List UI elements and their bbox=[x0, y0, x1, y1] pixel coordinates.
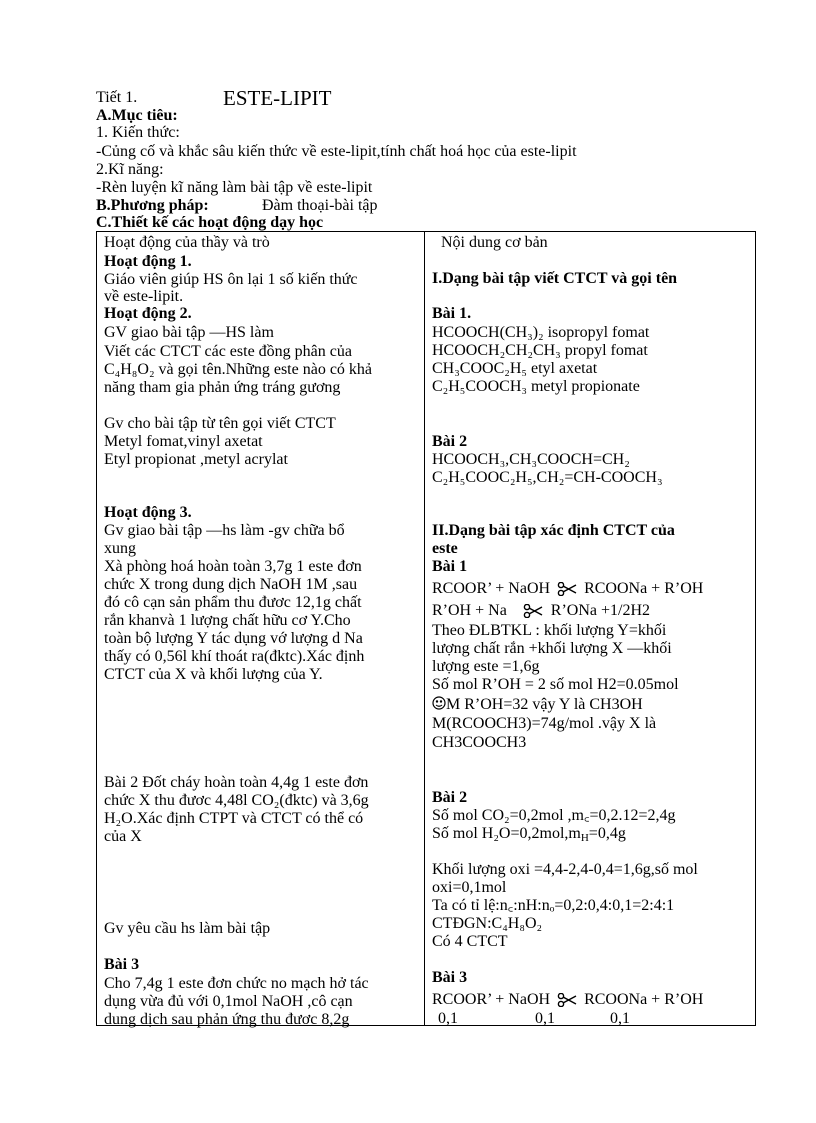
symbol-icon bbox=[432, 696, 446, 710]
equation-3-right: RCOONa + R’OH bbox=[584, 991, 704, 1008]
lesson-number: Tiết 1. bbox=[96, 89, 138, 106]
activity-3-text: CTCT của X và khối lượng của Y. bbox=[104, 666, 323, 683]
page-title: ESTE-LIPIT bbox=[223, 86, 332, 110]
activity-3-text: Gv giao bài tập —hs làm -gv chữa bổ bbox=[104, 522, 345, 539]
exercise-3-text: Cho 7,4g 1 este đơn chức no mạch hở tác bbox=[104, 975, 369, 992]
exercise-2-text: H₂O.Xác định CTPT và CTCT có thể có bbox=[104, 810, 364, 827]
equation-value: 0,1 bbox=[438, 1010, 458, 1027]
activity-1-text: về este-lipit. bbox=[104, 288, 184, 305]
exercise-2-text: của X bbox=[104, 828, 142, 845]
activity-2-text: Metyl fomat,vinyl axetat bbox=[104, 433, 263, 450]
exercise-3-title: Bài 3 bbox=[432, 969, 468, 986]
activity-3-text: Xà phòng hoá hoàn toàn 3,7g 1 este đơn bbox=[104, 558, 362, 575]
activity-1-title: Hoạt động 1. bbox=[104, 253, 192, 270]
answer-line: CH₃COOC₂H₅ etyl axetat bbox=[432, 360, 598, 377]
exercise-2-title: Bài 2 bbox=[432, 433, 468, 450]
solution-line: Theo ĐLBTKL : khối lượng Y=khối bbox=[432, 622, 667, 639]
solution-text: M R’OH=32 vậy Y là CH3OH bbox=[446, 696, 643, 713]
equation-1 bbox=[432, 581, 703, 597]
solution-line bbox=[432, 696, 643, 713]
activity-3-title: Hoạt động 3. bbox=[104, 504, 192, 521]
activity-3-text: đó cô cạn sản phẩm thu đươc 12,1g chất bbox=[104, 594, 362, 611]
exercise-3-text: dung dịch sau phản ứng thu đươc 8,2g bbox=[104, 1011, 350, 1028]
scissors-icon bbox=[523, 604, 543, 618]
knowledge-heading: 1. Kiến thức: bbox=[96, 124, 180, 141]
equation-2-left: R’OH + Na bbox=[432, 602, 507, 619]
solution-text: =0,4g bbox=[588, 825, 626, 842]
solution-line: lượng chất rắn +khối lượng X —khối bbox=[432, 640, 672, 657]
exercise-2-text: chức X thu đươc 4,48l CO₂(đktc) và 3,6g bbox=[104, 792, 369, 809]
answer-line: HCOOCH(CH₃)₂ isopropyl fomat bbox=[432, 324, 650, 341]
equation-1-left: RCOOR’ + NaOH bbox=[432, 580, 551, 597]
section-2-title: II.Dạng bài tập xác định CTCT của bbox=[432, 522, 675, 539]
equation-2 bbox=[432, 603, 650, 619]
answer-line: C₂H₅COOCH₃ metyl propionate bbox=[432, 378, 640, 395]
solution-line: Có 4 CTCT bbox=[432, 933, 508, 950]
answer-line: C₂H₅COOC₂H₅,CH₂=CH-COOCH₃ bbox=[432, 469, 663, 486]
scissors-icon bbox=[557, 993, 577, 1007]
activity-2-text: năng tham gia phản ứng tráng gương bbox=[104, 379, 341, 396]
formula: C₄H₈O₂ bbox=[104, 361, 155, 378]
exercise-3-title: Bài 3 bbox=[104, 956, 140, 973]
knowledge-text: -Củng cố và khắc sâu kiến thức về este-lipit,tính chất hoá học của este-lipit bbox=[96, 143, 577, 160]
right-column-header: Nội dung cơ bản bbox=[441, 234, 548, 251]
activity-3-text: chức X trong dung dịch NaOH 1M ,sau bbox=[104, 576, 358, 593]
activity-2-text: Etyl propionat ,metyl acrylat bbox=[104, 451, 288, 468]
activity-3-text: rắn khanvà 1 lượng chất hữu cơ Y.Cho bbox=[104, 612, 351, 629]
section-2-title: este bbox=[432, 540, 458, 557]
skills-text: -Rèn luyện kĩ năng làm bài tập về este-lipit bbox=[96, 179, 373, 196]
section-1-title: I.Dạng bài tập viết CTCT và gọi tên bbox=[432, 270, 678, 287]
activity-2-text-tail: và gọi tên.Những este nào có khả bbox=[158, 361, 373, 378]
equation-3 bbox=[432, 992, 703, 1008]
activity-3-text: xung bbox=[104, 540, 136, 557]
solution-line: Khối lượng oxi =4,4-2,4-0,4=1,6g,số mol bbox=[432, 861, 698, 878]
table-column-divider bbox=[424, 231, 425, 1026]
exercise-1-title: Bài 1. bbox=[432, 305, 472, 322]
solution-line: Ta có tỉ lệ:n꜀:nH:nₒ=0,2:0,4:0,1=2:4:1 bbox=[432, 897, 675, 914]
equation-value: 0,1 bbox=[610, 1010, 630, 1027]
activity-3-text: thấy có 0,56l khí thoát ra(đktc).Xác định bbox=[104, 648, 365, 665]
equation-1-right: RCOONa + R’OH bbox=[584, 580, 704, 597]
method-label: B.Phương pháp: bbox=[96, 197, 209, 214]
activity-1-text: Giáo viên giúp HS ôn lại 1 số kiến thức bbox=[104, 271, 358, 288]
solution-line bbox=[432, 826, 626, 844]
activity-2-text bbox=[104, 362, 372, 378]
solution-line: M(RCOOCH3)=74g/mol .vậy X là bbox=[432, 715, 657, 732]
teacher-request: Gv yêu cầu hs làm bài tập bbox=[104, 920, 271, 937]
solution-text: Số mol H₂O=0,2mol,m bbox=[432, 825, 581, 842]
left-column-header: Hoạt động của thầy và trò bbox=[104, 234, 270, 251]
solution-line: Số mol CO₂=0,2mol ,m꜀=0,2.12=2,4g bbox=[432, 807, 676, 824]
activity-2-text: Gv cho bài tập từ tên gọi viết CTCT bbox=[104, 415, 336, 432]
exercise-2b-title: Bài 2 bbox=[432, 789, 468, 806]
solution-line: oxi=0,1mol bbox=[432, 879, 507, 896]
exercise-2-text: Bài 2 Đốt cháy hoàn toàn 4,4g 1 este đơn bbox=[104, 774, 369, 791]
activity-2-title: Hoạt động 2. bbox=[104, 305, 192, 322]
solution-line: Số mol R’OH = 2 số mol H2=0.05mol bbox=[432, 676, 679, 693]
activity-3-text: toàn bộ lượng Y tác dụng vớ lượng d Na bbox=[104, 630, 363, 647]
exercise-1b-title: Bài 1 bbox=[432, 558, 468, 575]
exercise-3-text: dụng vừa đủ với 0,1mol NaOH ,cô cạn bbox=[104, 993, 353, 1010]
activity-2-text: GV giao bài tập —HS làm bbox=[104, 324, 274, 341]
solution-line: lượng este =1,6g bbox=[432, 658, 540, 675]
subscript: H bbox=[580, 832, 589, 844]
solution-line: CH3COOCH3 bbox=[432, 734, 527, 751]
activity-2-text: Viết các CTCT các este đồng phân của bbox=[104, 343, 352, 360]
section-a-heading: A.Mục tiêu: bbox=[96, 107, 178, 124]
answer-line: HCOOCH₂CH₂CH₃ propyl fomat bbox=[432, 342, 648, 359]
skills-heading: 2.Kĩ năng: bbox=[96, 161, 164, 178]
equation-2-right: R’ONa +1/2H2 bbox=[550, 602, 651, 619]
solution-line: CTĐGN:C₄H₈O₂ bbox=[432, 915, 543, 932]
equation-3-left: RCOOR’ + NaOH bbox=[432, 991, 551, 1008]
equation-value: 0,1 bbox=[535, 1010, 555, 1027]
answer-line: HCOOCH₃,CH₃COOCH=CH₂ bbox=[432, 451, 630, 468]
section-c-heading: C.Thiết kế các hoạt động dạy học bbox=[96, 214, 324, 231]
method-text: Đàm thoại-bài tập bbox=[262, 197, 378, 214]
scissors-icon bbox=[557, 582, 577, 596]
